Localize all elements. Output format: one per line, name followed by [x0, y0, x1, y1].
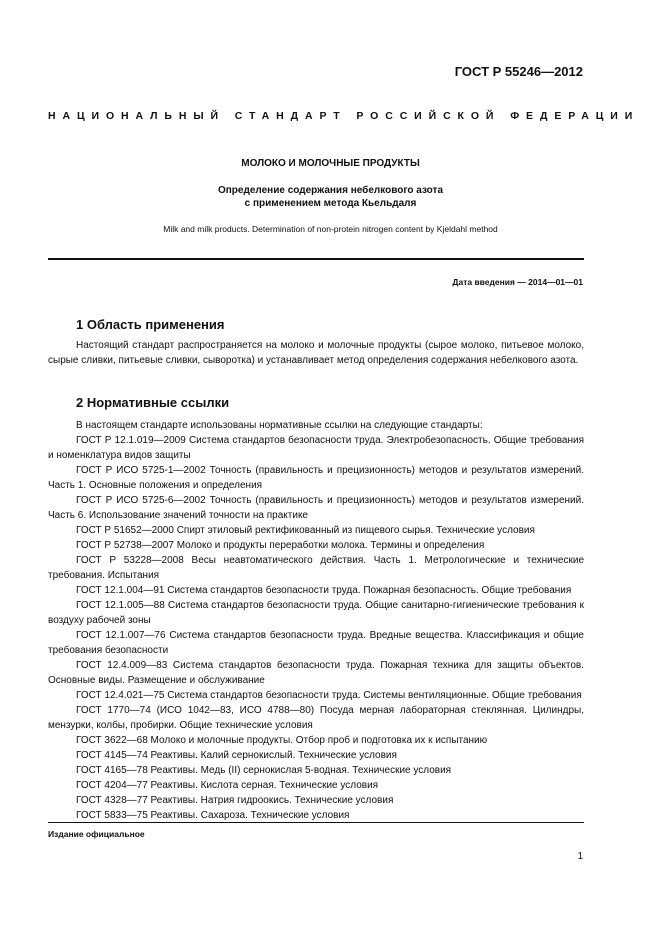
paragraph: Настоящий стандарт распространяется на молоко и молочные продукты (сырое молоко, питьевое молоко, сырые сливки, питьевые сливки, сыворотка) и устанавливает метод определения содержания небелкового азота.: [48, 340, 584, 366]
document-code: ГОСТ Р 55246—2012: [454, 64, 583, 79]
reference-item: ГОСТ 5833—75 Реактивы. Сахароза. Технические условия: [76, 810, 350, 821]
reference-item: ГОСТ Р 12.1.019—2009 Система стандартов безопасности труда. Электробезопасность. Общие требования и номенклатура видов защиты: [48, 435, 584, 461]
reference-item: ГОСТ 3622—68 Молоко и молочные продукты. Отбор проб и подготовка их к испытанию: [76, 735, 488, 746]
header-divider: [48, 258, 584, 260]
reference-item: ГОСТ 4328—77 Реактивы. Натрия гидроокись. Технические условия: [76, 795, 394, 806]
section-2-body: [48, 418, 584, 823]
reference-item: ГОСТ 12.4.021—75 Система стандартов безопасности труда. Системы вентиляционные. Общие требования: [76, 690, 582, 701]
document-title: МОЛОКО И МОЛОЧНЫЕ ПРОДУКТЫ: [241, 158, 420, 169]
official-edition-label: Издание официальное: [48, 829, 145, 839]
reference-item: ГОСТ 12.1.007—76 Система стандартов безопасности труда. Вредные вещества. Классификация и общие требования безопасности: [48, 630, 584, 656]
section-2-heading: 2 Нормативные ссылки: [76, 395, 230, 410]
document-subtitle-line2: с применением метода Кьельдаля: [244, 198, 417, 209]
national-standard-banner: НАЦИОНАЛЬНЫЙ СТАНДАРТ РОССИЙСКОЙ ФЕДЕРАЦИИ: [48, 110, 640, 122]
reference-item: ГОСТ 4145—74 Реактивы. Калий сернокислый. Технические условия: [76, 750, 397, 761]
reference-item: ГОСТ 12.1.004—91 Система стандартов безопасности труда. Пожарная безопасность. Общие требования: [76, 585, 572, 596]
footer-divider: [48, 822, 584, 823]
document-subtitle-line1: Определение содержания небелкового азота: [217, 185, 443, 196]
section-1-heading: 1 Область применения: [76, 317, 225, 332]
reference-item: ГОСТ Р 51652—2000 Спирт этиловый ректификованный из пищевого сырья. Технические условия: [76, 525, 535, 536]
reference-item: ГОСТ Р ИСО 5725-6—2002 Точность (правильность и прецизионность) методов и результатов измерений. Часть 6. Использование значений точности на практике: [48, 495, 584, 521]
reference-item: ГОСТ Р ИСО 5725-1—2002 Точность (правильность и прецизионность) методов и результатов измерений. Часть 1. Основные положения и определения: [48, 465, 584, 491]
reference-item: ГОСТ 12.4.009—83 Система стандартов безопасности труда. Пожарная техника для защиты объектов. Основные виды. Размещение и обслуживание: [48, 660, 584, 686]
reference-item: ГОСТ Р 52738—2007 Молоко и продукты переработки молока. Термины и определения: [76, 540, 485, 551]
english-title: Milk and milk products. Determination of non-protein nitrogen content by Kjeldahl method: [163, 224, 498, 234]
page-number: 1: [577, 851, 583, 862]
paragraph: В настоящем стандарте использованы нормативные ссылки на следующие стандарты:: [76, 420, 483, 431]
reference-item: ГОСТ 1770—74 (ИСО 1042—83, ИСО 4788—80) Посуда мерная лабораторная стеклянная. Цилиндры, мензурки, колбы, пробирки. Общие технические условия: [48, 705, 584, 731]
reference-item: ГОСТ Р 53228—2008 Весы неавтоматического действия. Часть 1. Метрологические и технические требования. Испытания: [48, 555, 584, 581]
section-1-body: [48, 338, 584, 368]
reference-item: ГОСТ 4204—77 Реактивы. Кислота серная. Технические условия: [76, 780, 379, 791]
reference-item: ГОСТ 4165—78 Реактивы. Медь (II) сернокислая 5-водная. Технические условия: [76, 765, 452, 776]
reference-item: ГОСТ 12.1.005—88 Система стандартов безопасности труда. Общие санитарно-гигиенические требования к воздуху рабочей зоны: [48, 600, 584, 626]
introduction-date: Дата введения — 2014—01—01: [452, 277, 583, 287]
